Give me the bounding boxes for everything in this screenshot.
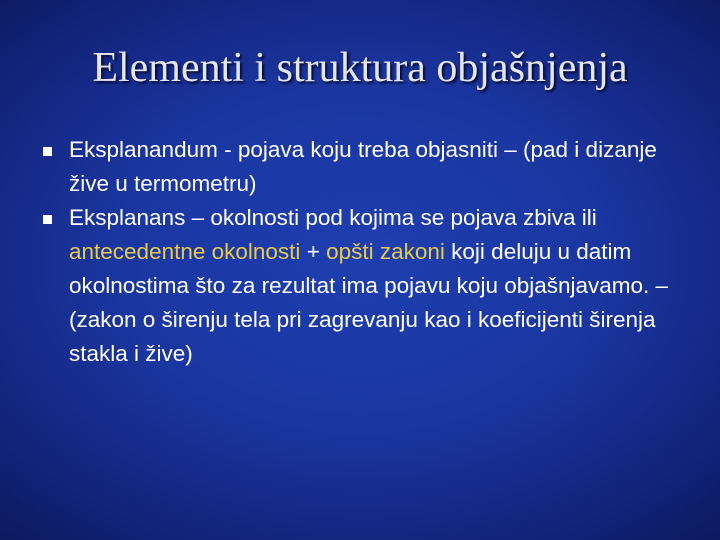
bullet-item-eksplanans xyxy=(40,201,680,371)
bullet-term: Eksplanans xyxy=(69,205,186,230)
bullet-text: – okolnosti pod kojima se pojava zbiva ili xyxy=(185,205,597,230)
slide-title: Elementi i struktura objašnjenja xyxy=(92,45,628,91)
bullet-text: - pojava koju treba objasniti – (pad i dizanje žive u termometru) xyxy=(69,137,657,196)
square-bullet-icon xyxy=(43,215,52,224)
highlight-general-laws: opšti zakoni xyxy=(326,239,445,264)
bullet-item-eksplanandum xyxy=(40,133,680,201)
bullet-text-end: koji deluju u datim okolnostima što za rezultat ima pojavu koju objašnjavamo. – (zakon o širenju tela pri zagrevanju kao i koeficijenti širenja stakla i žive) xyxy=(69,239,669,366)
highlight-antecedent-conditions: antecedentne okolnosti xyxy=(69,239,301,264)
bullet-text-plus: + xyxy=(300,239,327,264)
bullet-list xyxy=(40,133,680,371)
square-bullet-icon xyxy=(43,147,52,156)
bullet-term: Eksplanandum xyxy=(69,137,218,162)
